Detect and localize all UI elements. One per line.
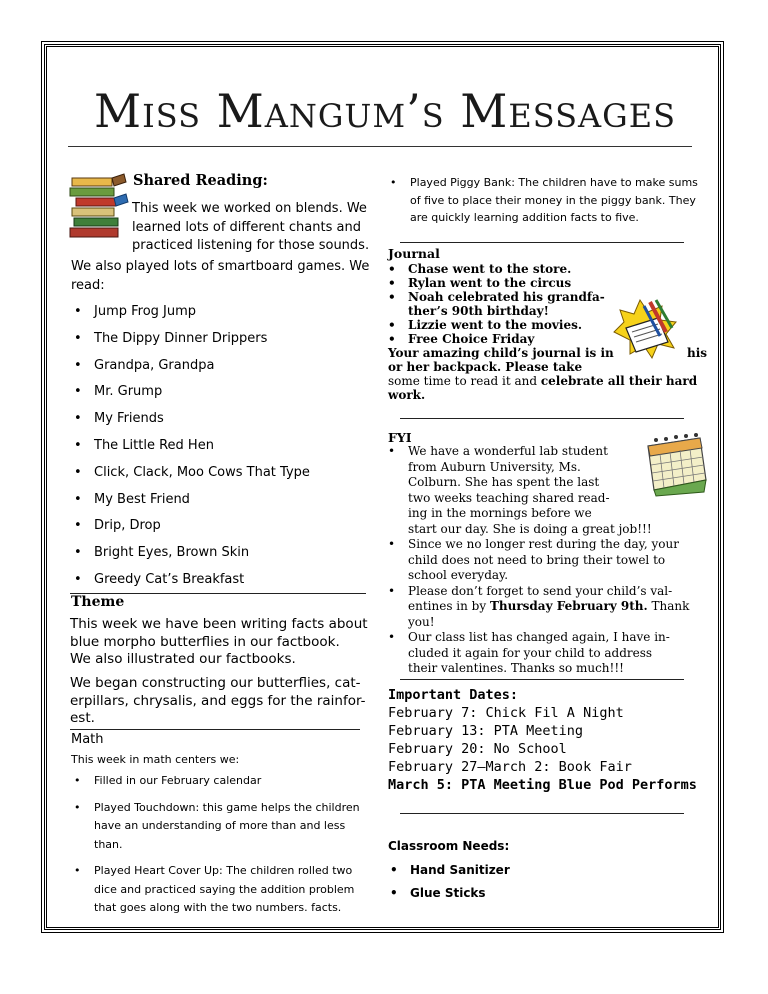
list-item [386,318,605,332]
text-line: ing in the mornings before we [408,506,592,520]
text-line: two weeks teaching shared read- [408,490,610,505]
text-line: This week we have been writing facts about [70,616,368,632]
list-item: • Jump Frog Jump [72,303,310,320]
shared-reading-para [71,258,369,295]
text-line: • Lizzie went to the movies. [408,318,583,332]
text-line: that goes along with the two numbers. facts. [94,901,342,914]
list-item: • Drip, Drop [72,517,310,534]
list-item [72,799,360,855]
text-line: • Chase went to the store. [408,262,572,276]
divider [70,729,360,730]
text-line: read: [71,277,105,293]
text-line: est. [70,710,95,726]
list-item [386,290,605,318]
text-line: • Played Touchdown: this game helps the children [94,800,360,814]
list-item [386,584,689,631]
books-icon [68,170,130,240]
text-line: We began constructing our butterflies, cat- [70,675,361,691]
text-line: • Rylan went to the circus [408,276,572,290]
list-item [388,174,698,227]
important-dates-heading: Important Dates: [388,687,519,703]
classroom-needs-heading: Classroom Needs: [388,839,510,853]
math-list-continued [388,174,698,227]
text-line: child does not need to bring their towel to [408,552,666,567]
text-line [408,599,689,615]
text-line: of five to place their money in the piggy bank. They [410,193,696,207]
list-item: • The Little Red Hen [72,437,310,454]
text-line: school everyday. [408,568,509,582]
text-span: Your amazing child’s journal is in [388,346,614,360]
list-item [72,772,360,791]
text-span: all their hard [603,374,698,388]
text-span: Thursday February 9th. [489,599,648,613]
text-line: • Played Heart Cover Up: The children rolled two [94,864,353,877]
text-span: celebrate [540,374,604,388]
text-line: start our day. She is doing a great job!!! [408,521,652,536]
text-line: • Since we no longer rest during the day, your [408,537,679,551]
list-item: • Grandpa, Grandpa [72,357,310,374]
date-item: February 7: Chick Fil A Night [388,705,624,721]
text-line: erpillars, chrysalis, and eggs for the rainfor- [70,692,366,709]
date-item: February 27—March 2: Book Fair [388,759,632,775]
newsletter-title: Miss Mangum’s Messages [93,84,676,138]
text-line: • Please don’t forget to send your child’s val- [408,583,673,598]
text-line: from Auburn University, Ms. [408,459,581,474]
text-line: have an understanding of more than and less [94,819,346,832]
text-line: We also illustrated our factbooks. [70,651,296,667]
text-line: • Free Choice Friday [408,332,535,346]
list-item [72,862,360,918]
list-item: • Mr. Grump [72,383,310,400]
list-item: • Bright Eyes, Brown Skin [72,544,310,561]
text-span: his [687,346,708,360]
text-line: work. [388,388,426,402]
text-line: • We have a wonderful lab student [408,444,608,458]
text-line: • Our class list has changed again, I have in- [408,630,670,644]
text-line: learned lots of different chants and [132,219,361,235]
list-item [386,630,689,677]
classroom-needs-list [388,863,510,901]
list-item: • Click, Clack, Moo Cows That Type [72,464,310,481]
text-line: ther’s 90th birthday! [408,304,549,318]
text-line: • Filled in our February calendar [94,774,262,787]
date-item: February 20: No School [388,741,567,757]
calendar-icon [642,432,710,498]
text-line: cluded it again for your child to address [408,645,653,660]
list-item: • Greedy Cat’s Breakfast [72,571,310,588]
list-item [386,332,605,346]
list-item [386,262,605,276]
divider [400,242,684,243]
text-line: dice and practiced saying the addition problem [94,882,355,896]
divider [400,418,684,419]
title-rule [68,146,692,147]
text-span: entines in by [408,599,490,613]
text-line: their valentines. Thanks so much!!! [408,661,624,675]
date-item: February 13: PTA Meeting [388,723,584,739]
list-item: • My Best Friend [72,491,310,508]
divider [400,813,684,814]
list-item: • Glue Sticks [388,886,510,901]
journal-heading: Journal [388,246,440,261]
text-line: • Played Piggy Bank: The children have to make sums [410,176,698,189]
text-line: • Noah celebrated his grandfa- [408,290,605,304]
text-line: are quickly learning addition facts to five. [410,211,639,224]
journal-list [386,262,605,346]
text-line: We also played lots of smartboard games. We [71,259,370,274]
journal-icon [606,292,686,364]
text-span: Thank [647,599,690,613]
text-line: than. [94,837,123,851]
text-line: practiced listening for those sounds. [132,238,370,253]
shared-reading-heading: Shared Reading: [133,172,268,189]
date-item: March 5: PTA Meeting Blue Pod Performs [388,777,697,793]
theme-para-1 [70,616,368,669]
fyi-heading: FYI [388,430,412,445]
list-item: • The Dippy Dinner Drippers [72,330,310,347]
list-item [386,276,605,290]
math-heading: Math [71,732,104,747]
divider [400,679,684,680]
shared-reading-intro [132,200,369,256]
book-list [72,303,310,588]
text-line: or her backpack. Please take [388,360,583,374]
list-item: • My Friends [72,410,310,427]
text-line: blue morpho butterflies in our factbook. [70,633,340,650]
text-line: Colburn. She has spent the last [408,475,600,489]
theme-heading: Theme [71,594,125,610]
text-line [388,374,697,388]
math-list [72,772,360,918]
list-item [386,537,689,584]
list-item: • Hand Sanitizer [388,863,510,878]
theme-para-2 [70,675,366,728]
text-span: some time to read it and [388,374,541,388]
text-line: This week we worked on blends. We [132,201,367,216]
text-line: you! [408,614,435,629]
important-dates-list [388,704,697,794]
math-intro: This week in math centers we: [71,753,240,766]
